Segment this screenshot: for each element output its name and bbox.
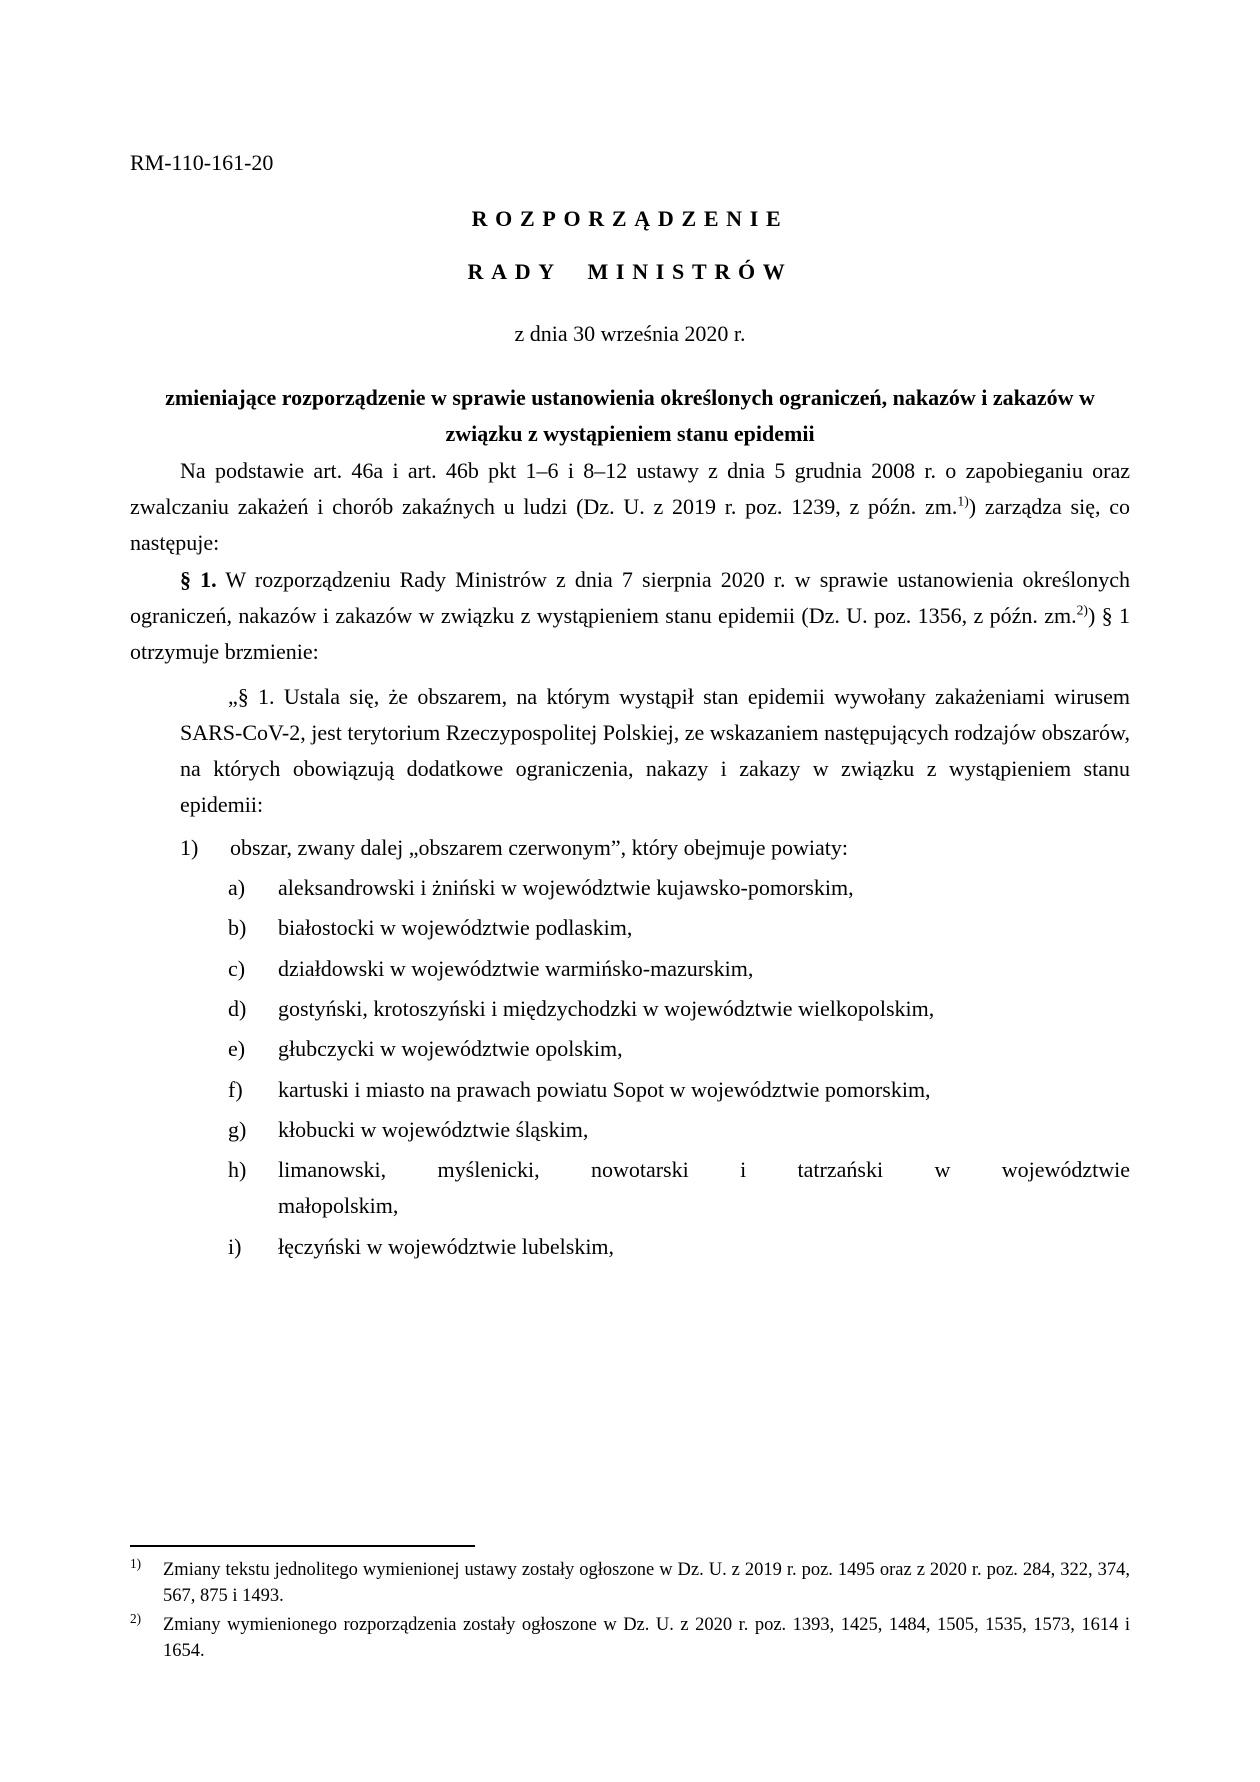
list-item-marker: i)	[228, 1233, 242, 1259]
list-item-1	[180, 830, 1130, 866]
list-item-text: aleksandrowski i żniński w województwie kujawsko-pomorskim,	[278, 875, 854, 901]
footnote-text: Zmiany wymienionego rozporządzenia zostały ogłoszone w Dz. U. z 2020 r. poz. 1393, 1425, 1484, 1505, 1535, 1573, 1614 i 1654.	[163, 1614, 1130, 1661]
document-title: ROZPORZĄDZENIE	[471, 206, 789, 232]
list-item-text: gostyński, krotoszyński i międzychodzki w województwie wielkopolskim,	[278, 995, 935, 1021]
list-item-text: białostocki w województwie podlaskim,	[278, 915, 633, 941]
footnote-2	[130, 1612, 1130, 1665]
list-item-g	[228, 1112, 1130, 1148]
document-date: z dnia 30 września 2020 r.	[514, 320, 746, 346]
footnote-separator	[130, 1545, 475, 1547]
quoted-provision: „§ 1. Ustala się, że obszarem, na którym wystąpił stan epidemii wywołany zakażeniami wirusem SARS-CoV-2, jest terytorium Rzeczypospolitej Polskiej, ze wskazaniem następujących rodzajów obszarów, na których obowiązują dodatkowe ograniczenia, nakazy i zakazy w związku z wystąpieniem stanu epidemii:	[180, 683, 1130, 818]
list-item-i	[228, 1229, 1130, 1265]
reference-number: RM-110-161-20	[130, 150, 274, 175]
list-item-text: głubczycki w województwie opolskim,	[278, 1036, 623, 1062]
list-item-e	[228, 1031, 1130, 1067]
list-item-marker: 1)	[180, 834, 199, 860]
footnote-marker-text: 2)	[130, 1610, 142, 1626]
footnote-ref-2: 2)	[1076, 602, 1088, 618]
list-item-d	[228, 991, 1130, 1027]
list-item-text: kłobucki w województwie śląskim,	[278, 1116, 589, 1142]
intro-text: Na podstawie art. 46a i art. 46b pkt 1–6 i 8–12 ustawy z dnia 5 grudnia 2008 r. o zapobieganiu oraz zwalczaniu zakażeń i chorób zakaźnych u ludzi (Dz. U. z 2019 r. poz. 1239, z późn. zm.	[130, 457, 1130, 520]
list-item-text-line1: limanowski, myślenicki, nowotarski i tatrzański w województwie	[278, 1157, 1130, 1183]
footnote-marker	[130, 1612, 163, 1665]
footnote-ref-1: 1)	[957, 493, 969, 509]
list-item-b	[228, 910, 1130, 946]
list-item-f	[228, 1072, 1130, 1108]
document-issuer: RADY MINISTRÓW	[467, 258, 793, 284]
list-item-marker: b)	[228, 915, 247, 941]
list-item-marker: f)	[228, 1076, 243, 1102]
list-item-a	[228, 870, 1130, 906]
list-item-marker: g)	[228, 1116, 247, 1142]
list-item-text	[278, 1152, 1130, 1225]
footnote-1	[130, 1557, 1130, 1610]
section-1-text: W rozporządzeniu Rady Ministrów z dnia 7 sierpnia 2020 r. w sprawie ustanowienia określonych ograniczeń, nakazów i zakazów w związku z wystąpieniem stanu epidemii (Dz. U. poz. 1356, z późn. zm.	[130, 566, 1131, 628]
list-item-text: kartuski i miasto na prawach powiatu Sopot w województwie pomorskim,	[278, 1076, 931, 1102]
list-item-marker: h)	[228, 1157, 247, 1183]
intro-paragraph	[130, 453, 1130, 562]
list-item-text-line2: małopolskim,	[278, 1193, 399, 1219]
list-item-marker: c)	[228, 955, 246, 981]
list-item-text: łęczyński w województwie lubelskim,	[278, 1233, 615, 1259]
list-item-text: działdowski w województwie warmińsko-mazurskim,	[278, 955, 754, 981]
list-item-marker: d)	[228, 995, 247, 1021]
list-item-text: obszar, zwany dalej „obszarem czerwonym”, który obejmuje powiaty:	[230, 834, 848, 860]
intro-text-cont: ) zarządza się, co następuje:	[130, 494, 1130, 556]
section-1-label: § 1.	[180, 566, 217, 592]
footnote-marker	[130, 1557, 163, 1610]
list-item-marker: a)	[228, 875, 246, 901]
section-1-paragraph	[130, 562, 1130, 671]
list-item-c	[228, 951, 1130, 987]
footnote-text: Zmiany tekstu jednolitego wymienionej ustawy zostały ogłoszone w Dz. U. z 2019 r. poz. 1495 oraz z 2020 r. poz. 284, 322, 374, 567, 875 i 1493.	[163, 1560, 1130, 1607]
footnote-marker-text: 1)	[130, 1555, 142, 1571]
footnotes-section	[130, 1545, 1130, 1664]
list-item-h	[228, 1152, 1130, 1225]
document-subject: zmieniające rozporządzenie w sprawie ustanowienia określonych ograniczeń, nakazów i zakazów w związku z wystąpieniem stanu epidemii	[165, 385, 1095, 447]
section-1-text-cont: ) § 1 otrzymuje brzmienie:	[130, 602, 1130, 665]
list-item-marker: e)	[228, 1036, 246, 1062]
